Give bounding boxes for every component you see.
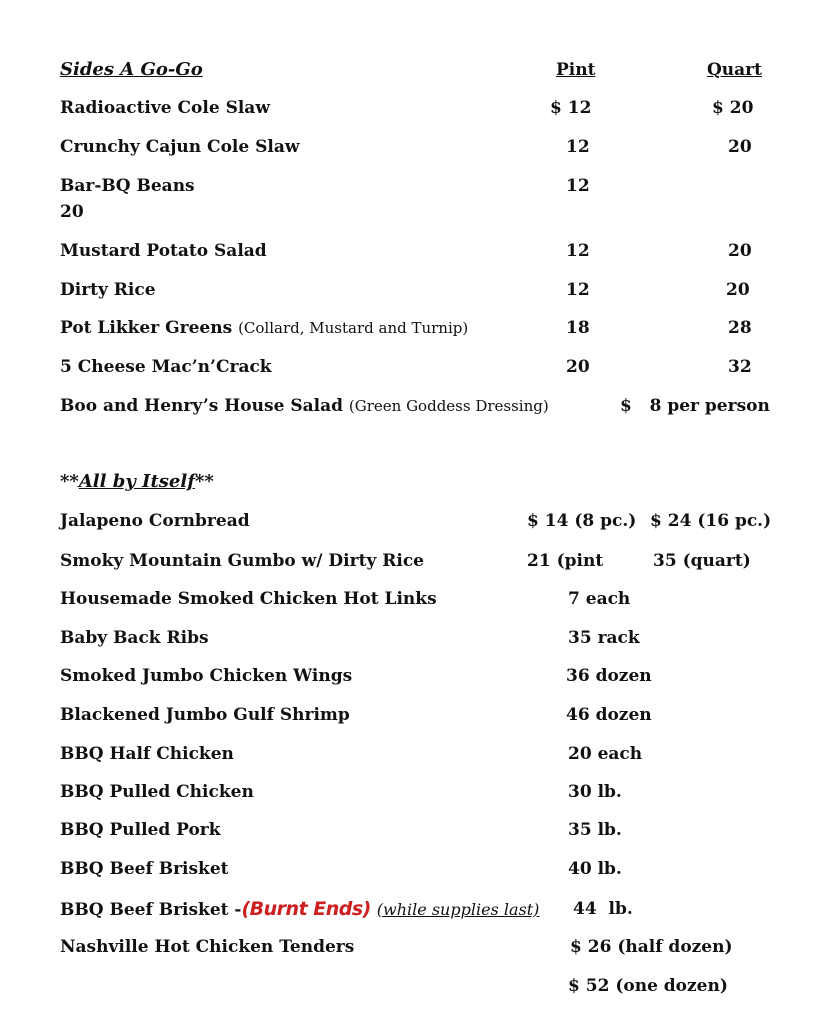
side-item-name-text: Pot Likker Greens: [60, 318, 233, 338]
side-item-name: Bar-BQ Beans: [60, 176, 195, 196]
side-item-pint-price: 12: [566, 176, 590, 196]
side-item-pint-price: 12: [566, 280, 590, 300]
side-item-note: (Collard, Mustard and Turnip): [238, 319, 469, 337]
itself-item-price: 20 each: [568, 744, 643, 764]
itself-item-price: 36 dozen: [566, 666, 652, 686]
itself-item-name: Smoked Jumbo Chicken Wings: [60, 666, 353, 686]
side-item-name: [60, 318, 468, 338]
side-item-name-text: Boo and Henry’s House Salad: [60, 396, 343, 416]
itself-item-price-extra: $ 52 (one dozen): [568, 976, 728, 996]
side-item-name: [60, 396, 549, 416]
side-item-quart-price: 20: [728, 137, 752, 157]
side-item-pint-price: $ 12: [550, 98, 592, 118]
itself-item-price: 30 lb.: [568, 782, 622, 802]
itself-item-name: BBQ Half Chicken: [60, 744, 234, 764]
itself-item-name: Jalapeno Cornbread: [60, 511, 250, 531]
side-item-name: Mustard Potato Salad: [60, 241, 267, 261]
itself-title-text: All by Itself: [78, 471, 195, 492]
itself-item-name: [60, 899, 539, 920]
itself-item-price: 35 rack: [568, 628, 640, 648]
itself-item-price: 35 lb.: [568, 820, 622, 840]
side-item-price: $ 8 per person: [620, 396, 770, 416]
itself-item-name-text: BBQ Beef Brisket -: [60, 900, 242, 920]
itself-item-name: Housemade Smoked Chicken Hot Links: [60, 589, 437, 609]
itself-section-title: [60, 472, 214, 492]
itself-item-price: 44 lb.: [573, 899, 633, 919]
burnt-ends-highlight: (Burnt Ends): [241, 898, 371, 920]
side-item-name: Crunchy Cajun Cole Slaw: [60, 137, 300, 157]
itself-item-name: BBQ Pulled Pork: [60, 820, 221, 840]
pint-column-header: Pint: [556, 60, 596, 80]
supply-note: (while supplies last): [376, 900, 540, 919]
itself-item-price-1: $ 14 (8 pc.): [527, 511, 637, 531]
side-item-quart-price: 20: [726, 280, 750, 300]
side-item-name: 5 Cheese Mac’n’Crack: [60, 357, 272, 377]
itself-item-name: BBQ Beef Brisket: [60, 859, 229, 879]
itself-item-price: 46 dozen: [566, 705, 652, 725]
itself-item-price-1: 21 (pint: [527, 551, 604, 571]
side-item-pint-price: 12: [566, 137, 590, 157]
side-item-pint-price: 18: [566, 318, 590, 338]
itself-item-price-2: 35 (quart): [653, 551, 751, 571]
side-item-pint-price: 12: [566, 241, 590, 261]
itself-item-price-2: $ 24 (16 pc.): [650, 511, 772, 531]
itself-item-name: Nashville Hot Chicken Tenders: [60, 937, 355, 957]
itself-title-suffix: **: [194, 471, 214, 492]
side-item-quart-price: $ 20: [712, 98, 754, 118]
itself-item-name: Baby Back Ribs: [60, 628, 209, 648]
itself-item-price: $ 26 (half dozen): [570, 937, 733, 957]
side-item-quart-price: 20: [728, 241, 752, 261]
itself-item-name: BBQ Pulled Chicken: [60, 782, 254, 802]
side-item-note: (Green Goddess Dressing): [348, 397, 549, 415]
side-item-name: Radioactive Cole Slaw: [60, 98, 270, 118]
side-item-pint-price: 20: [566, 357, 590, 377]
side-item-quart-price: 20: [60, 202, 84, 222]
itself-title-prefix: **: [60, 471, 79, 492]
side-item-name: Dirty Rice: [60, 280, 156, 300]
side-item-quart-price: 28: [728, 318, 752, 338]
itself-item-price: 40 lb.: [568, 859, 622, 879]
side-item-quart-price: 32: [728, 357, 752, 377]
sides-section-title: Sides A Go-Go: [60, 59, 203, 80]
itself-item-name: Smoky Mountain Gumbo w/ Dirty Rice: [60, 551, 424, 571]
quart-column-header: Quart: [707, 60, 762, 80]
itself-item-price: 7 each: [568, 589, 631, 609]
itself-item-name: Blackened Jumbo Gulf Shrimp: [60, 705, 350, 725]
